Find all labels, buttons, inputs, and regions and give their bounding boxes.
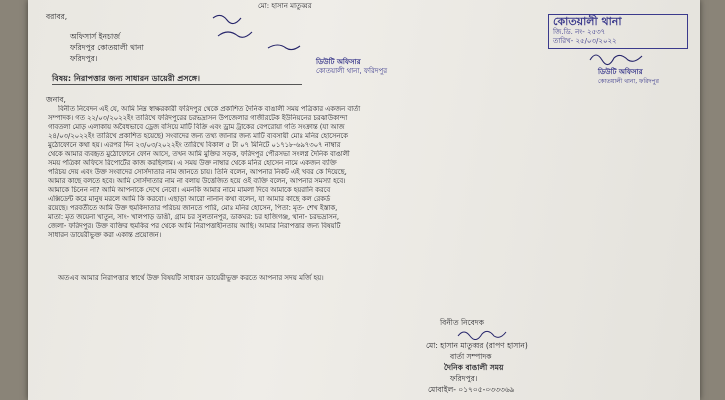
complaint-letter-page xyxy=(28,0,700,400)
closing-request: অতএব আমার নিরাপত্তার স্বার্থে উক্ত বিষয়টি সাধারন ডায়েরীভুক্ত করতে আপনার সদয় মর্জি হয়। xyxy=(58,274,324,282)
gd-date: তারিখ- ২৫/০৩/২০২২ xyxy=(553,37,617,45)
body-line: পরিচয় দেয় এবং উক্ত সংবাদের সোর্সদাতার নাম জানতে চায়। তিনি বলেন, আপনার নিকট এই খবর কে দিয়েছে, xyxy=(48,168,347,176)
signer-role: বার্তা সম্পাদক xyxy=(450,352,492,361)
gd-number: জি.ডি. নং- ২৫৩৭ xyxy=(553,28,606,36)
signer-phone: মোবাইল- ০১৭০৫-০৩৩৩৬৯ xyxy=(428,385,515,394)
handwritten-signature xyxy=(456,328,516,340)
body-line: মাতা: মৃত জয়েনা খাতুন, সাং- খালপাড় ডাঙী, গ্রাম চর সুলতানপুর, ডাকঘর: চর হাজিগঞ্জ, থানা- চরভদ্রাসন, xyxy=(48,213,339,221)
top-header-line: মো: হাসান মাতুব্বর xyxy=(258,2,312,10)
body-line: আমার কাছে বলতে হবে। আমি সোর্সদাতার নাম না বলায় উত্তেজিত হয়ে ওই ব্যক্তি বলেন, আপনার সমস্যা হবে। xyxy=(48,177,346,185)
body-line: সময় পত্রিকা অফিসে রিপোর্টের কাজ করছিলাম। এ সময় উক্ত নাম্বার থেকে মনির হোসেন নামে একজন ব্যক্তি xyxy=(48,159,337,167)
letter-to-label: বরাবর, xyxy=(46,12,68,21)
yours-faithfully: বিনীত নিবেদক xyxy=(440,318,484,327)
body-line: সাধারন ডায়েরীভুক্ত করা একান্ত প্রয়োজন। xyxy=(48,231,162,239)
body-line: গাবতলা মোড় এলাকায় অবৈধভাবে ড্রেজ বসিয়ে মাটি বিক্রি এবং ড্রাম ট্রাকের বেপরোয়া গতি সংক্রান্ত (যা আজ xyxy=(48,123,345,131)
station-title: কোতয়ালী থানা xyxy=(553,15,622,28)
addressee-line-2: ফরিদপুর কোতয়ালী থানা xyxy=(70,43,144,52)
duty-officer-stamp-right xyxy=(598,68,659,86)
body-line: ২৪/০৩/২০২২ইং তারিখে প্রকাশিত হয়েছে) সংবাদের জন্য তথ্য জানার জন্য মাটি ব্যবসায়ী মোঃ মনির হোসেনকে xyxy=(48,132,348,140)
duty-officer-title-left: ডিউটি অফিসার xyxy=(316,58,361,66)
handwritten-received-mark xyxy=(208,8,328,58)
salutation: জনাব, xyxy=(46,95,66,104)
handwritten-signature-right xyxy=(588,50,648,66)
signer-newspaper: দৈনিক বাঙালী সময় xyxy=(444,363,504,372)
body-line: বিনীত নিবেদন এই যে, আমি নিম্ন স্বাক্ষরকারী ফরিদপুর থেকে প্রকাশিত দৈনিক বাঙালী সময় পত্রিকার একজন বার্তা xyxy=(58,105,361,113)
signer-city: ফরিদপুর। xyxy=(450,374,478,383)
duty-officer-stamp-left xyxy=(316,58,387,76)
subject-line: বিষয়: নিরাপত্তার জন্য সাধারন ডায়েরী প্রসঙ্গে। xyxy=(52,74,200,83)
addressee-line-3: ফরিদপুর। xyxy=(70,54,98,63)
body-line: এক্সিডেন্ট করে মানুষ মরলে আমি কি করবো। এছাড়া আরো নানান কথা বলেন, যা আমার কাছে কল রেকর্ড xyxy=(48,195,331,203)
signer-name: মো: হাসান মাতুব্বর (রাপণ হাসান) xyxy=(426,341,528,350)
duty-officer-title-right: ডিউটি অফিসার xyxy=(598,68,643,76)
body-line: সম্পাদক। গত ২২/০৩/২০২২ইং তারিখে ফরিদপুরের চরভদ্রাসন উপজেলার গাজীরটেক ইউনিয়নের চরঝাউকান্দা xyxy=(48,114,348,122)
subject-underline xyxy=(52,84,302,85)
duty-officer-sub-left: কোতয়ালী থানা, ফরিদপুর xyxy=(316,67,388,75)
addressee-line-1: অফিসার্স ইনচার্জ xyxy=(70,32,120,41)
body-line: জেলা- ফরিদপুর। উক্ত ব্যক্তির হুমকির পর থেকে আমি নিরাপত্তাহীনতায় আছি। আমার নিরাপত্তার জন্য বিষয়টি xyxy=(48,222,341,230)
body-line: থেকে আমার ব্যবহৃত মুঠোফোনে ফোন আসে, তখন আমি মুক্তির সড়ক, ফরিদপুর পৌরসভা সংলগ্ন দৈনিক বাঙালী xyxy=(48,150,350,158)
duty-officer-sub-right: কোতয়ালী থানা, ফরিদপুর xyxy=(598,78,659,85)
body-line: আমাকে চিনেন না? আমি আপনাকে দেখে নেবো। এমনকি আমার নামে মামলা দিবে আমাকে হয়রানি করবে xyxy=(48,186,331,194)
police-station-stamp xyxy=(548,14,688,49)
body-line: মুঠোফোনে কথা হয়। এরপর দিন ২৩/০৩/২০২২ইং তারিখে বিকাল ৫ টা ০৭ মিনিটে ০১৭১৮-৬৯৭৩০৭ নাম্বার xyxy=(48,141,341,149)
body-line: রয়েছে। পরবর্তীতে আমি উক্ত হুমকিদাতার পরিচয় জানতে পারি, মোঃ মনির হোসেন, পিতা: মৃত- শেখ ইস্তাক, xyxy=(48,204,338,212)
